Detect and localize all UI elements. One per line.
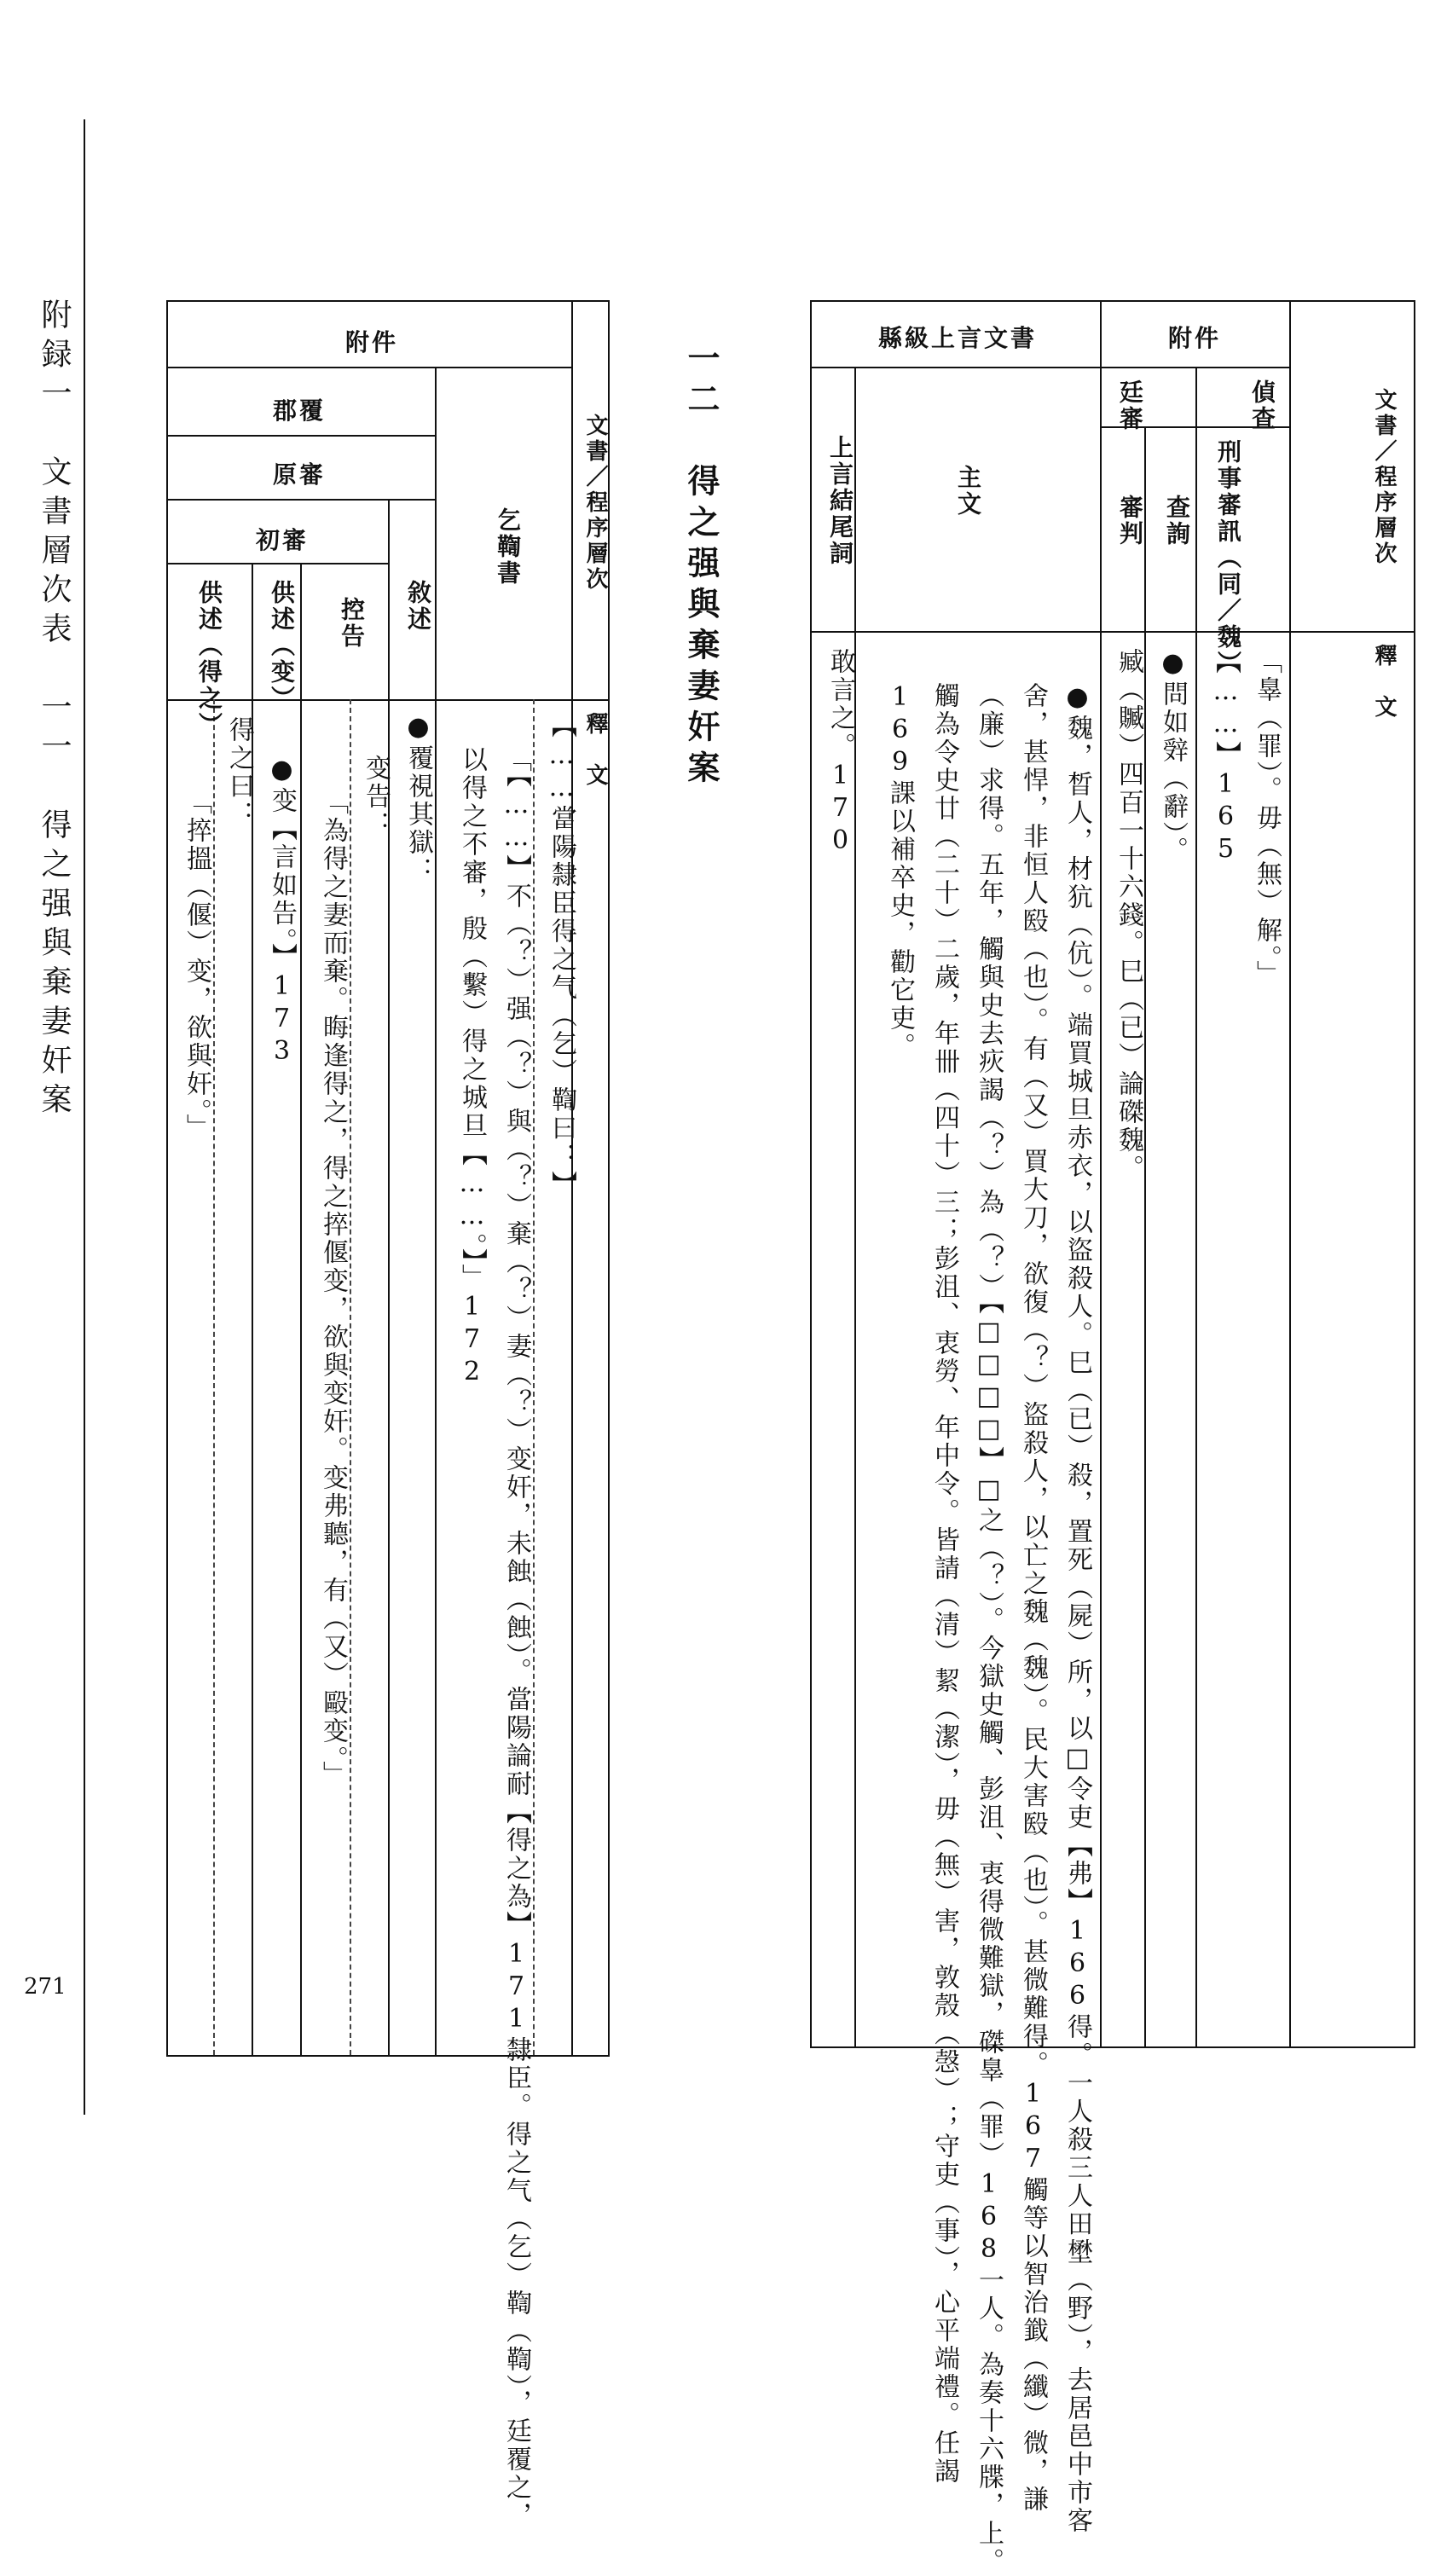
left-label-accusation: 控告 bbox=[338, 597, 366, 650]
right-label-inquiry: 查詢 bbox=[1163, 495, 1191, 547]
left-label-first-trial: 初審 bbox=[256, 526, 310, 554]
section-title: 一二 得之强與棄妻奸案 bbox=[682, 341, 720, 791]
left-label-appeal: 乞鞫書 bbox=[494, 507, 522, 587]
left-text-1-0: ●覆視其獄： bbox=[403, 712, 433, 885]
right-text-3-1: 舍，甚悍，非恒人殹（也）。有（又）買大刀，欲復（？）盜殺人，以亡之魏（魏）。民大害殹（也）。甚微難得。167觸等以智治韱（纖）微，謙 bbox=[1018, 682, 1048, 2514]
left-text-2-1: 「為得之妻而棄。晦逢得之，得之捽偃变，欲與变奸。变弗聽，有（又）毆变。」 bbox=[318, 789, 348, 1789]
right-text-2-0: 臧（贓）四百一十六錢。巳（已）論磔魏。 bbox=[1114, 648, 1143, 1183]
page-margin-line bbox=[84, 119, 85, 2115]
right-label-main-text: 主文 bbox=[954, 465, 982, 518]
left-text-4-0: 得之曰： bbox=[224, 716, 254, 829]
right-text-3-3: 觸為令史廿（二十）二歲，年卌（四十）三；彭沮、衷勞、年中令。皆請（清）絜（潔），毋（無）害，敦殼（愨）；守吏（事），心平端禮。任謁 bbox=[929, 682, 959, 2486]
page-number: 271 bbox=[24, 1974, 67, 2000]
right-label-interrogation: 刑事審訊（同／魏） bbox=[1214, 439, 1242, 677]
right-header-text: 釋 文 bbox=[1371, 644, 1397, 721]
left-header-text: 釋 文 bbox=[582, 712, 608, 789]
right-text-4-0: 敢言之。170 bbox=[825, 648, 855, 858]
left-label-attachment: 附件 bbox=[345, 328, 399, 356]
right-text-0-0: 「辠（罪）。毋（無）解。」 bbox=[1252, 648, 1282, 988]
left-label-testimony-dezhi: 供述（得之） bbox=[195, 580, 223, 738]
left-text-0-1: 「【……】不（？）强（？）與（？）棄（？）妻（？）变奸，未蝕（蝕）。當陽論耐【得之為】171隸臣。得之气（乞）鞫（鞫），廷覆之， bbox=[501, 746, 531, 2530]
left-text-3-0: ●变【言如告。】173 bbox=[267, 755, 297, 1068]
right-label-closing: 上言結尾詞 bbox=[826, 435, 854, 567]
left-label-testimony-bian: 供述（变） bbox=[268, 580, 296, 712]
left-text-0-0: 【……當陽隸臣得之气（乞）鞫曰：】 bbox=[547, 712, 576, 1199]
right-label-county-report: 縣級上言文書 bbox=[878, 324, 1038, 352]
left-label-commandery-review: 郡覆 bbox=[273, 397, 327, 425]
right-header-level: 文書／程序層次 bbox=[1371, 388, 1397, 567]
left-label-original-trial: 原審 bbox=[273, 460, 327, 489]
left-label-narration: 敘述 bbox=[404, 580, 432, 633]
left-text-2-0: 变告： bbox=[361, 755, 391, 839]
right-label-judgement: 審判 bbox=[1116, 495, 1144, 547]
left-header-level: 文書／程序層次 bbox=[582, 414, 608, 593]
right-label-court-review: 廷審 bbox=[1116, 379, 1144, 432]
right-text-0-1: 【……】165 bbox=[1211, 648, 1241, 866]
left-text-4-1: 「捽搵（偃）变，欲與奸。」 bbox=[182, 789, 211, 1142]
running-head: 附録一 文書層次表 一一 得之强與棄妻奸案 bbox=[37, 298, 72, 1122]
right-label-attachment: 附件 bbox=[1168, 324, 1222, 352]
right-text-3-2: （廉）求得。五年，觸與史去疢謁（？）為（？）【□□□□】□之（？）。今獄史觸、彭沮、衷得微難獄，磔辠（罪）168一人。為奏十六牒，上。 bbox=[974, 682, 1004, 2576]
right-text-1-0: ●問如辤（辭）。 bbox=[1158, 648, 1188, 865]
right-text-3-0: ●魏，晳人，材犺（伉）。端買城旦赤衣，以盜殺人。巳（已）殺，置死（屍）所，以□令吏【弗】166得。一人殺三人田壄（野），去居邑中市客 bbox=[1062, 682, 1092, 2535]
right-text-3-4: 169課以補卒史，勸它吏。 bbox=[885, 682, 915, 1061]
left-text-0-2: 以得之不審，殷（繫）得之城旦【……。】」172 bbox=[457, 746, 487, 1389]
right-label-investigation: 偵查 bbox=[1248, 379, 1276, 432]
